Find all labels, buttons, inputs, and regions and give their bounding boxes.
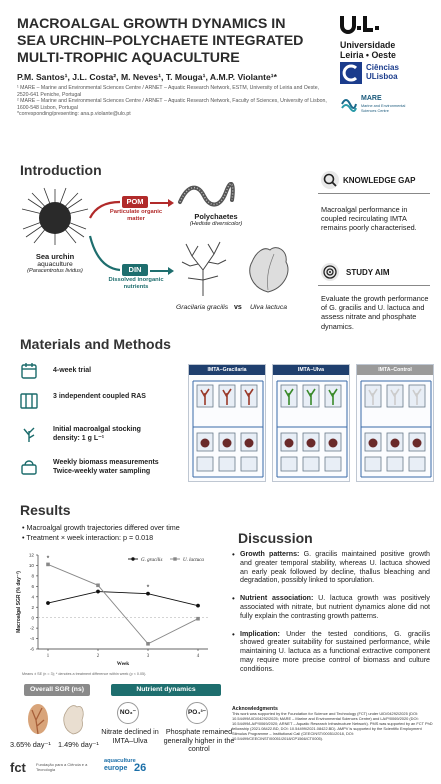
mare-logo bbox=[340, 92, 435, 122]
no3-text: Nitrate declined in IMTA–Ulva bbox=[101, 727, 159, 745]
polychaetes-species: (Hediste diversicolor) bbox=[189, 221, 243, 227]
y-tick-label: 6 bbox=[31, 583, 34, 589]
data-point bbox=[196, 604, 200, 608]
system-label: IMTA–Ulva bbox=[273, 365, 349, 375]
sgr-heading: Overall SGR (ns) bbox=[24, 684, 90, 696]
data-point bbox=[146, 642, 150, 646]
ciencias-line2: ULisboa bbox=[366, 72, 398, 81]
affiliation-1: ¹ MARE – Marine and Environmental Sciences Centre / ARNET – Aquatic Research Network, ESTM, University of Leiria and Oeste, 2520-641 Peniche, Portugal bbox=[17, 85, 320, 98]
p3-label: Implication: bbox=[240, 629, 280, 638]
data-point bbox=[46, 563, 50, 567]
urchin-caption bbox=[14, 252, 96, 274]
ae-num: 26 bbox=[134, 762, 147, 774]
gap-text: Macroalgal performance in coupled recirculating IMTA remains poorly characterised. bbox=[321, 205, 417, 233]
ack-text: This work was supported by the Foundation for Science and Technology (FCT) under UID/04292/2025 (DOI: 10.54499/UID/04292/2025; MARE – Marine and Environmental Sciences Centre) and LA/P/0069/2020 (DOI: 10.54499/LA/P/0069/2020; ARNET – Aquatic Research Infrastructure Network). PMS was supported by an FCT PhD fellowship (2021.08422.BD, DOI: 10.54499/2021.08422.BD). AMPV is supported by the Scientific Employment Stimulus Programme – Institutional Call (CEECINST/00051/2018, DOI: 10.54499/CEECINST/00051/2018/CP1566/CT0005). bbox=[232, 711, 433, 741]
y-tick-label: 10 bbox=[28, 563, 34, 569]
ciencias-line1: Ciências bbox=[366, 63, 399, 72]
method-item bbox=[20, 458, 159, 481]
sgr-chart bbox=[8, 545, 228, 673]
poster-title: MACROALGAL GROWTH DYNAMICS IN SEA URCHIN–POLYCHAETE INTEGRATED MULTI-TROPHIC AQUACULTURE bbox=[17, 16, 304, 66]
system-3 bbox=[356, 364, 434, 482]
method-trial: 4-week trial bbox=[53, 367, 92, 374]
aquaculture-europe-logo bbox=[104, 756, 164, 782]
ulo-mark-icon bbox=[340, 14, 380, 36]
ae-line2: europe bbox=[104, 765, 128, 772]
aim-divider bbox=[318, 285, 430, 286]
system-diagram bbox=[357, 377, 435, 483]
p1-label: Growth patterns: bbox=[240, 550, 300, 558]
pom-sub: Particulate organic matter bbox=[109, 209, 163, 222]
data-point bbox=[146, 592, 150, 596]
method-item bbox=[20, 425, 141, 448]
results-heading: Results bbox=[20, 502, 71, 518]
scale-icon bbox=[20, 458, 38, 476]
y-tick-label: 4 bbox=[31, 594, 34, 600]
legend-label: U. lactuca bbox=[183, 557, 204, 563]
data-point bbox=[96, 590, 100, 594]
method-item bbox=[20, 392, 146, 415]
significance-mark: * bbox=[146, 584, 150, 592]
aim-heading: STUDY AIM bbox=[346, 268, 390, 277]
pom-arrow-icon bbox=[150, 198, 174, 208]
polychaetes-name: Polychaetes bbox=[194, 212, 238, 221]
methods-heading: Materials and Methods bbox=[20, 336, 171, 352]
y-tick-label: 2 bbox=[31, 604, 34, 610]
legend-marker bbox=[131, 557, 134, 560]
mare-name: MARE bbox=[361, 95, 382, 102]
system-2 bbox=[272, 364, 350, 482]
vs-label: vs bbox=[234, 304, 242, 311]
nutrient-heading: Nutrient dynamics bbox=[111, 684, 221, 696]
po4-text: Phosphate remained generally higher in the control bbox=[163, 727, 235, 754]
y-tick-label: -2 bbox=[29, 625, 34, 631]
discussion-point-3: • Implication: Under the tested conditions, G. gracilis showed greater suitability for sustained performance, while maintaining U. lactuca as a functional extractive component may require more precise control of biomass and culture conditions. bbox=[232, 629, 430, 673]
din-sub: Dissolved inorganic nutrients bbox=[108, 277, 164, 290]
x-tick-label: 1 bbox=[46, 654, 50, 659]
ulo-line2: Leiria • Oeste bbox=[340, 49, 396, 60]
urchin-sub: aquaculture bbox=[37, 261, 73, 268]
y-axis-label: Macroalgal SGR (% day⁻¹) bbox=[16, 571, 22, 633]
p2-label: Nutrient association: bbox=[240, 594, 314, 603]
data-point bbox=[196, 617, 200, 621]
legend-label: G. gracilis bbox=[141, 557, 163, 563]
ulo-logo bbox=[340, 14, 432, 60]
affiliations bbox=[17, 85, 332, 118]
x-tick-label: 3 bbox=[146, 654, 150, 659]
method-sampling: Weekly biomass measurements Twice-weekly water sampling bbox=[53, 459, 159, 475]
affiliation-2: ² MARE – Marine and Environmental Sciences Centre / ARNET – Aquatic Research Network, Faculty of Sciences, University of Lisbon, 1600-548 Lisbon, Portugal bbox=[17, 98, 327, 111]
method-item bbox=[20, 362, 92, 385]
ulo-line1: Universidade bbox=[340, 40, 396, 50]
target-icon bbox=[321, 263, 339, 281]
mare-wave-icon bbox=[340, 94, 358, 112]
acknowledgments bbox=[232, 706, 434, 741]
po4-icon: PO₄³⁻ bbox=[186, 702, 208, 724]
system-label: IMTA–Control bbox=[357, 365, 433, 375]
polychaete-caption bbox=[176, 212, 256, 227]
authors: P.M. Santos¹, J.L. Costa², M. Neves¹, T. Mouga¹, A.M.P. Violante¹* bbox=[17, 72, 277, 82]
method-density: Initial macroalgal stocking density: 1 g L⁻¹ bbox=[53, 426, 141, 442]
y-tick-label: -4 bbox=[29, 636, 34, 642]
data-point bbox=[96, 583, 100, 587]
y-tick-label: -6 bbox=[29, 646, 34, 652]
results-bullet-2: • Treatment × week interaction: p = 0.018 bbox=[22, 533, 154, 542]
aim-icon-circle bbox=[321, 263, 339, 281]
chart-note: Means ± SE (n = 3); * denotes a treatment difference within week (p < 0.05). bbox=[22, 672, 147, 676]
gracilaria-icon bbox=[178, 240, 228, 296]
ae-line1: aquaculture bbox=[104, 758, 136, 764]
discussion-heading: Discussion bbox=[238, 530, 313, 546]
p2-text: U. lactuca growth was positively associated with nitrate, but nutrient dynamics alone did not fully explain the contrasting growth patterns. bbox=[240, 594, 430, 620]
x-tick-label: 4 bbox=[196, 654, 200, 659]
imta-systems bbox=[188, 364, 438, 484]
p3-text: Under the tested conditions, G. gracilis showed greater suitability for sustained performance, while maintaining U. lactuca as a functional extractive component may require more precise control of biomass and culture conditions. bbox=[240, 629, 430, 673]
gap-icon-circle bbox=[321, 171, 339, 189]
series-line bbox=[48, 592, 198, 606]
seaweed-icon bbox=[20, 425, 38, 443]
urchin-name: Sea urchin bbox=[35, 252, 75, 261]
system-diagram bbox=[189, 377, 267, 483]
magnifier-icon bbox=[321, 171, 339, 189]
din-tag: DIN bbox=[122, 264, 148, 276]
ciencias-mark-icon bbox=[340, 62, 362, 84]
din-arrow-icon bbox=[150, 266, 174, 276]
system-diagram bbox=[273, 377, 351, 483]
y-tick-label: 12 bbox=[28, 552, 34, 558]
urchin-species: (Paracentrotus lividus) bbox=[27, 268, 83, 274]
fct-name: fct bbox=[10, 760, 26, 775]
gracilaria-photo-icon bbox=[26, 702, 50, 736]
intro-heading: Introduction bbox=[20, 162, 102, 178]
significance-mark: * bbox=[46, 555, 50, 563]
aim-text: Evaluate the growth performance of G. gracilis and U. lactuca and assess nitrate and phosphate dynamics. bbox=[321, 294, 429, 331]
y-tick-label: 0 bbox=[31, 615, 34, 621]
pom-tag: POM bbox=[122, 196, 148, 208]
ulva-icon bbox=[244, 244, 292, 294]
mare-sub: Marine and Environmental Sciences Centre bbox=[361, 104, 406, 113]
series-line bbox=[48, 564, 198, 643]
data-point bbox=[46, 601, 50, 605]
y-tick-label: 8 bbox=[31, 573, 34, 579]
system-1 bbox=[188, 364, 266, 482]
discussion-point-2: • Nutrient association: U. lactuca growth was positively associated with nitrate, but nutrient dynamics alone did not fully explain the contrasting growth patterns. bbox=[232, 594, 430, 620]
method-ras: 3 independent coupled RAS bbox=[53, 393, 146, 400]
no3-icon: NO₃⁻ bbox=[117, 702, 139, 724]
legend-marker bbox=[173, 557, 176, 560]
methods-list bbox=[20, 360, 180, 490]
x-tick-label: 2 bbox=[96, 654, 100, 659]
calendar-icon bbox=[20, 362, 38, 380]
ras-icon bbox=[20, 392, 38, 410]
fct-sub: Fundação para a Ciência e a Tecnologia bbox=[36, 762, 88, 772]
discussion-body bbox=[232, 550, 430, 674]
sgr-ulva: 1.49% day⁻¹ bbox=[58, 740, 99, 749]
x-axis-label: Week bbox=[116, 661, 130, 667]
sea-urchin-icon bbox=[20, 187, 90, 247]
p1-text: G. gracilis maintained positive growth and greater temporal stability, whereas U. lactuca showed an early peak followed by decline, thallus bleaching and degradation, possibly linked to sporulation. bbox=[240, 550, 430, 585]
results-bullet-2-text: Treatment × week interaction: p = 0.018 bbox=[26, 533, 154, 542]
results-bullets bbox=[22, 523, 232, 543]
ulva-label: Ulva lactuca bbox=[250, 304, 288, 311]
sgr-gracilis: 3.65% day⁻¹ bbox=[10, 740, 51, 749]
gracilaria-label: Gracilaria gracilis bbox=[176, 304, 229, 311]
ciencias-logo bbox=[340, 62, 435, 86]
results-bullet-1: • Macroalgal growth trajectories differed over time bbox=[22, 523, 180, 532]
fct-logo bbox=[10, 760, 100, 780]
gap-heading: KNOWLEDGE GAP bbox=[343, 176, 416, 185]
gap-divider bbox=[318, 193, 430, 194]
system-label: IMTA–Gracilaria bbox=[189, 365, 265, 375]
results-bullet-1-text: Macroalgal growth trajectories differed over time bbox=[26, 523, 180, 532]
ack-heading: Acknowledgments bbox=[232, 706, 278, 712]
polychaete-icon bbox=[176, 182, 236, 210]
corresponding-author: *corresponding/presenting: ana.p.violante@ulo.pt bbox=[17, 111, 131, 118]
ulva-photo-icon bbox=[60, 702, 86, 736]
discussion-point-1: • Growth patterns: G. gracilis maintained positive growth and greater temporal stability, whereas U. lactuca showed an early peak followed by decline, thallus bleaching and degradation, possibly linked to sporulation. bbox=[232, 550, 430, 585]
